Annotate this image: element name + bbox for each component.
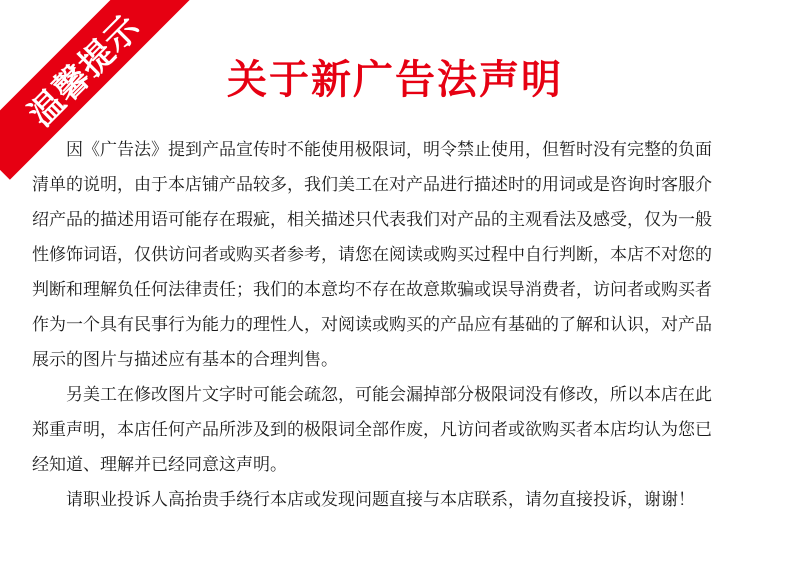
page-title: 关于新广告法声明 — [227, 57, 563, 103]
statement-body — [32, 133, 756, 518]
paragraph-1-line-1: 因《广告法》提到产品宣传时不能使用极限词，明令禁止使用，但暂时没有完整的负面 — [66, 140, 712, 160]
statement-paragraph-2 — [32, 378, 756, 483]
warm-tip-banner-text: 温馨提示 — [20, 6, 149, 135]
paragraph-2-line-3: 经知道、理解并已经同意这声明。 — [32, 455, 287, 475]
paragraph-1-line-3: 绍产品的描述用语可能存在瑕疵，相关描述只代表我们对产品的主观看法及感受，仅为一般 — [32, 210, 712, 230]
paragraph-2-line-1: 另美工在修改图片文字时可能会疏忽，可能会漏掉部分极限词没有修改，所以本店在此 — [66, 385, 712, 405]
paragraph-1-line-7: 展示的图片与描述应有基本的合理判售。 — [32, 350, 338, 370]
statement-paragraph-1 — [32, 133, 756, 378]
paragraph-1-line-4: 性修饰词语，仅供访问者或购买者参考，请您在阅读或购买过程中自行判断，本店不对您的 — [32, 245, 712, 265]
statement-paragraph-3 — [66, 483, 756, 518]
paragraph-2-line-2: 郑重声明，本店任何产品所涉及到的极限词全部作废，凡访问者或欲购买者本店均认为您已 — [32, 420, 712, 440]
paragraph-1-line-5: 判断和理解负任何法律责任；我们的本意均不存在故意欺骗或误导消费者，访问者或购买者 — [32, 280, 712, 300]
paragraph-1-line-6: 作为一个具有民事行为能力的理性人，对阅读或购买的产品应有基础的了解和认识，对产品 — [32, 315, 712, 335]
paragraph-1-line-2: 清单的说明，由于本店铺产品较多，我们美工在对产品进行描述时的用词或是咨询时客服介 — [32, 175, 712, 195]
paragraph-3-line-1: 请职业投诉人高抬贵手绕行本店或发现问题直接与本店联系，请勿直接投诉，谢谢！ — [66, 490, 695, 510]
